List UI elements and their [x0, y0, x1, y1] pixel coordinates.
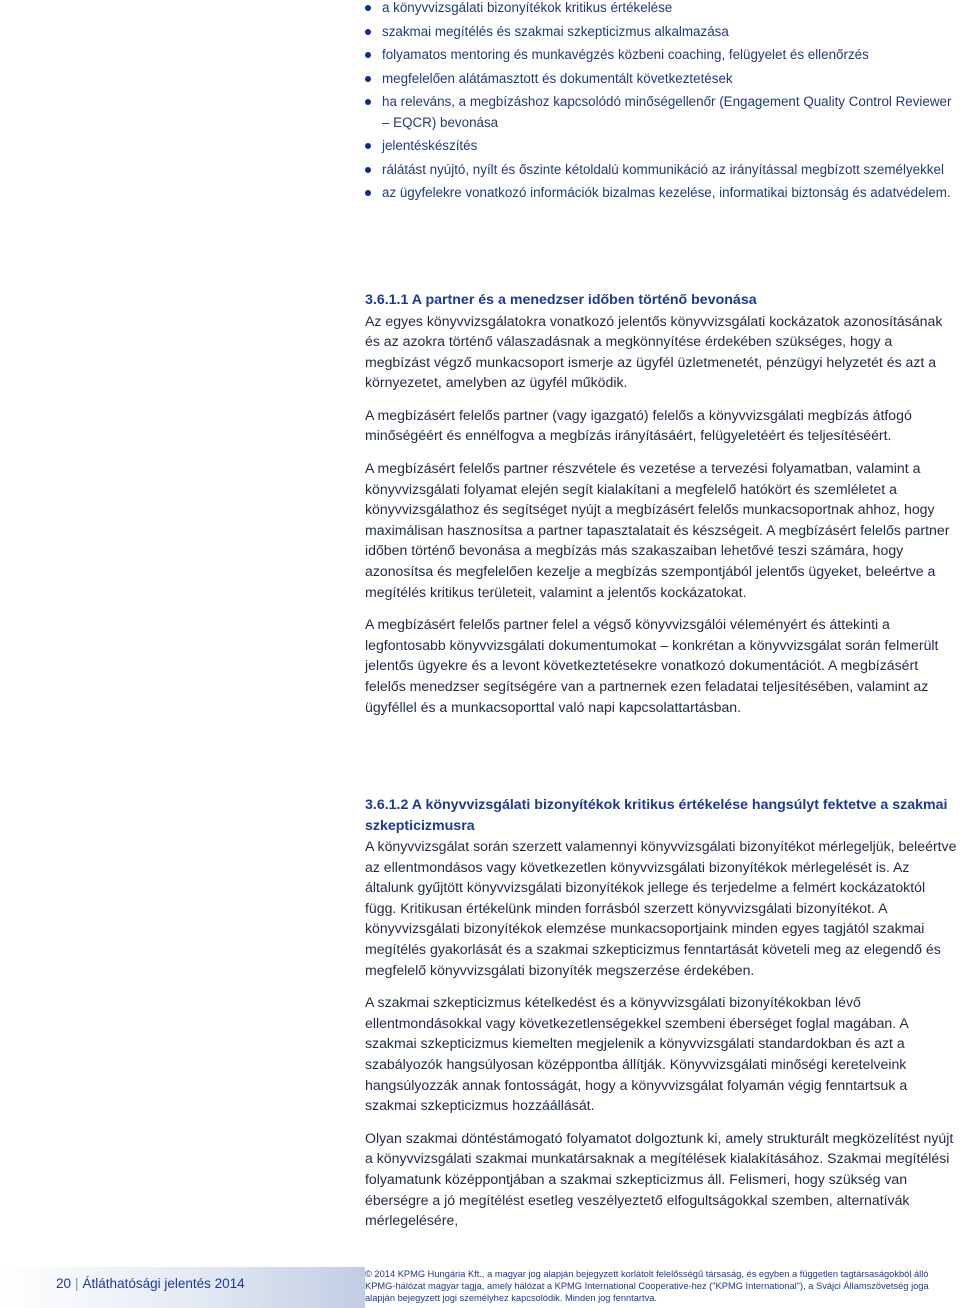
- list-item: szakmai megítélés és szakmai szkepticizmus alkalmazása: [365, 22, 957, 43]
- paragraph: A megbízásért felelős partner részvétele és vezetése a tervezési folyamatban, valamint a könyvvizsgálati folyamat elején segít kialakítani a megfelelő hatókört és szemléletet a könyvvizsgálathoz és segítséget nyújt a megbízásért felelős munkacsoportnak ahhoz, hogy maximálisan hasznosítsa a partner tapasztalatait és készségeit. A megbízásért felelős partner időben történő bevonása a megbízás más szakaszaiban lehetővé teszi számára, hogy azonosítsa és megfelelően kezelje a megbízás szempontjából jelentős ügyeket, beleértve a megítélés kritikus területeit, valamint a jelentős kockázatokat.: [365, 460, 950, 600]
- list-item: jelentéskészítés: [365, 136, 957, 157]
- list-item: megfelelően alátámasztott és dokumentált következtetések: [365, 69, 957, 90]
- section-heading: 3.6.1.2 A könyvvizsgálati bizonyítékok kritikus értékelése hangsúlyt fektetve a szakmai szkepticizmusra: [365, 797, 948, 834]
- section-partner-involvement: [365, 290, 957, 729]
- footer-page-label: [56, 1276, 245, 1291]
- paragraph: Az egyes könyvvizsgálatokra vonatkozó jelentős könyvvizsgálati kockázatok azonosításának és az azokra történő válaszadásnak a megkönnyítése érdekében szükséges, hogy a megbízást végző munkacsoport ismerje az ügyfél üzletmenetét, pénzügyi helyzetét és azt a környezetet, amelyben az ügyfél működik.: [365, 312, 943, 391]
- paragraph: A megbízásért felelős partner (vagy igazgató) felelős a könyvvizsgálati megbízás átfogó minőségéért és ennélfogva a megbízás irányításáért, felügyeletéért és teljesítéséért.: [365, 406, 912, 444]
- paragraph: Olyan szakmai döntéstámogató folyamatot dolgoztunk ki, amely strukturált megközelítést nyújt a könyvvizsgálati szakmai munkatársaknak a megítélések kialakításához. Szakmai megítélési folyamatunk középpontjában a szakmai szkepticizmus áll. Felismeri, hogy szükség van éberségre a jó megítélést esetleg veszélyeztető elfogultságokkal szemben, alternatívák mérlegelésére,: [365, 1129, 954, 1229]
- bullet-dot-icon: [365, 167, 371, 173]
- report-title: Átláthatósági jelentés 2014: [82, 1276, 245, 1291]
- bullet-dot-icon: [365, 190, 371, 196]
- bullet-list: [365, 0, 957, 207]
- list-item: a könyvvizsgálati bizonyítékok kritikus értékelése: [365, 0, 957, 19]
- bullet-dot-icon: [365, 76, 371, 82]
- page-number: 20: [56, 1276, 72, 1291]
- bullet-dot-icon: [365, 99, 371, 105]
- bullet-dot-icon: [365, 5, 371, 11]
- paragraph: A könyvvizsgálat során szerzett valamennyi könyvvizsgálati bizonyítékot mérlegeljük, beleértve az ellentmondásos vagy következetlen könyvvizsgálati bizonyítékok mérlegelését is. Az általunk gyűjtött könyvvizsgálati bizonyítékok jellege és terjedelme a felmért kockázatoktól függ. Kritikusan értékelünk minden forrásból szerzett könyvvizsgálati bizonyítékot. A könyvvizsgálati bizonyítékok elemzése munkacsoportjaink minden egyes tagjától szakmai megítélés gyakorlását és a szakmai szkepticizmus fenntartását követeli meg az elegendő és megfelelő könyvvizsgálati bizonyíték megszerzése érdekében.: [365, 838, 957, 978]
- list-item: ha releváns, a megbízáshoz kapcsolódó minőségellenőr (Engagement Quality Control Reviewer – EQCR) bevonása: [365, 92, 957, 133]
- footer-separator: |: [75, 1276, 79, 1291]
- list-item: rálátást nyújtó, nyílt és őszinte kétoldalú kommunikáció az irányítással megbízott személyekkel: [365, 160, 957, 181]
- list-item: az ügyfelekre vonatkozó információk bizalmas kezelése, informatikai biztonság és adatvédelem.: [365, 183, 957, 204]
- footer-legal-notice: © 2014 KPMG Hungária Kft., a magyar jog alapján bejegyzett korlátolt felelősségű társaság, és egyben a független tagtársaságokból álló KPMG-hálózat magyar tagja, amely hálózat a KPMG International Cooperative-hez ("KPMG International"), a Svájci Államszövetség joga alapján bejegyzett jogi személyhez kapcsolódik. Minden jog fenntartva.: [365, 1269, 929, 1303]
- list-item: folyamatos mentoring és munkavégzés közbeni coaching, felügyelet és ellenőrzés: [365, 45, 957, 66]
- section-critical-assessment: [365, 795, 957, 1243]
- section-heading: 3.6.1.1 A partner és a menedzser időben történő bevonása: [365, 292, 757, 308]
- paragraph: A szakmai szkepticizmus kételkedést és a könyvvizsgálati bizonyítékokban lévő ellentmondásokkal vagy következetlenségekkel szembeni éberséget foglal magában. A szakmai szkepticizmus kiemelten megjelenik a könyvvizsgálati standardokban és azt a szabályozók hangsúlyosan középpontba állítják. Könyvvizsgálati minőségi keretelveink hangsúlyozzák annak fontosságát, hogy a könyvvizsgálat folyamán végig fenntartsuk a szakmai szkepticizmus hozzáállását.: [365, 994, 908, 1114]
- bullet-dot-icon: [365, 52, 371, 58]
- bullet-dot-icon: [365, 29, 371, 35]
- bullet-dot-icon: [365, 143, 371, 149]
- paragraph: A megbízásért felelős partner felel a végső könyvvizsgálói véleményért és áttekinti a legfontosabb könyvvizsgálati dokumentumokat – konkrétan a könyvvizsgálat során felmerült jelentős ügyekre és a levont következtetésekre vonatkozó dokumentációt. A megbízásért felelős menedzser segítségére van a partnernek ezen feladatai teljesítésében, valamint az ügyféllel és a munkacsoporttal való napi kapcsolattartásban.: [365, 616, 939, 715]
